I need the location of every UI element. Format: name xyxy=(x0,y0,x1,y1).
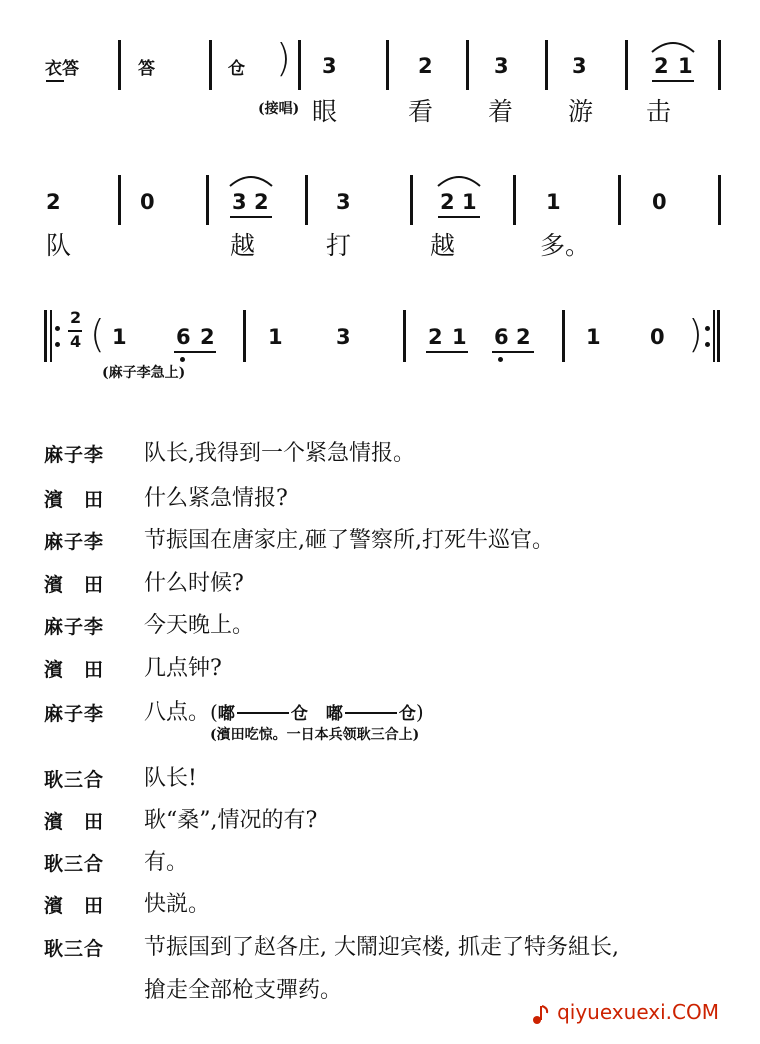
note: 2 xyxy=(254,190,269,214)
barline xyxy=(618,175,621,225)
note: 0 xyxy=(652,190,667,214)
dialogue-line: 节振国到了赵各庄, 大鬧迎宾楼, 抓走了特务組长, xyxy=(144,935,619,960)
watermark-text: qiyuexuexi.COM xyxy=(557,1000,719,1024)
barline xyxy=(410,175,413,225)
barline xyxy=(403,310,406,362)
lyric: 越 xyxy=(230,231,256,260)
repeat-start-thin-bar xyxy=(50,310,52,362)
speaker-name: 耿三合 xyxy=(44,938,105,960)
speaker-name: 濱 田 xyxy=(44,574,105,596)
percussion-syllable: 答 xyxy=(138,59,155,79)
barline xyxy=(562,310,565,362)
note: 1 xyxy=(268,325,283,349)
underline xyxy=(426,351,468,353)
note: 2 xyxy=(654,54,669,78)
underline xyxy=(492,351,534,353)
lyric: 看 xyxy=(408,97,434,126)
dialogue-line: 几点钟? xyxy=(144,656,222,681)
percussion-syllable: 衣答 xyxy=(45,59,79,79)
dialogue-line: 队长,我得到一个紧急情报。 xyxy=(144,441,415,466)
time-signature-top: 2 xyxy=(70,308,82,327)
barline xyxy=(718,40,721,90)
watermark xyxy=(530,1000,719,1026)
note: 2 xyxy=(200,325,215,349)
note: 0 xyxy=(650,325,665,349)
percussion-syllable: 仓 xyxy=(228,59,245,79)
low-octave-dot xyxy=(498,357,503,362)
repeat-start-thick-bar xyxy=(44,310,47,362)
lyric: 击 xyxy=(646,97,672,126)
stage-direction: (麻子李急上) xyxy=(102,365,186,381)
stage-direction: (濱田吃惊。一日本兵领耿三合上) xyxy=(210,727,420,743)
barline xyxy=(118,40,121,90)
speaker-name: 耿三合 xyxy=(44,769,105,791)
repeat-end-thick-bar xyxy=(717,310,720,362)
lyric: 游 xyxy=(568,97,594,126)
speaker-name: 濱 田 xyxy=(44,489,105,511)
note: 1 xyxy=(678,54,693,78)
lyric: 眼 xyxy=(312,97,338,126)
dialogue-line: 快説。 xyxy=(144,892,211,917)
underline xyxy=(46,80,64,82)
speaker-name: 麻子李 xyxy=(44,616,105,638)
dialogue-line: 耿“桑”,情况的有? xyxy=(144,808,318,833)
dialogue-line-continuation: 搶走全部枪支彈药。 xyxy=(144,978,343,1003)
note: 1 xyxy=(586,325,601,349)
speaker-name: 耿三合 xyxy=(44,853,105,875)
note: 3 xyxy=(322,54,337,78)
music-note-icon xyxy=(530,1004,552,1026)
barline xyxy=(466,40,469,90)
barline xyxy=(545,40,548,90)
barline xyxy=(118,175,121,225)
repeat-dot xyxy=(705,342,710,347)
note: 1 xyxy=(112,325,127,349)
repeat-dot xyxy=(55,342,60,347)
lyric: 越 xyxy=(430,231,456,260)
barline xyxy=(209,40,212,90)
lyric: 打 xyxy=(326,231,352,260)
speaker-name: 麻子李 xyxy=(44,444,105,466)
repeat-dot xyxy=(705,326,710,331)
note: 3 xyxy=(572,54,587,78)
barline xyxy=(243,310,246,362)
barline xyxy=(513,175,516,225)
speaker-name: 麻子李 xyxy=(44,531,105,553)
dialogue-line: 什么时候? xyxy=(144,571,244,596)
note: 2 xyxy=(418,54,433,78)
lyric: 队 xyxy=(46,231,72,260)
underline xyxy=(652,80,694,82)
note: 6 xyxy=(494,325,509,349)
lyric: 多。 xyxy=(540,231,591,260)
note: 3 xyxy=(336,325,351,349)
dialogue-line: 有。 xyxy=(144,850,189,875)
note: 2 xyxy=(46,190,61,214)
note: 2 xyxy=(428,325,443,349)
dialogue-line: 今天晚上。 xyxy=(144,613,255,638)
speaker-name: 濱 田 xyxy=(44,659,105,681)
note: 3 xyxy=(232,190,247,214)
underline xyxy=(174,351,216,353)
speaker-name: 濱 田 xyxy=(44,811,105,833)
note: 6 xyxy=(176,325,191,349)
note: 1 xyxy=(546,190,561,214)
barline xyxy=(298,40,301,90)
note: 1 xyxy=(462,190,477,214)
note: 3 xyxy=(336,190,351,214)
lyric: 着 xyxy=(488,97,514,126)
underline xyxy=(438,216,480,218)
repeat-end-thin-bar xyxy=(713,310,715,362)
dialogue-line: 什么紧急情报? xyxy=(144,486,288,511)
slur-mark xyxy=(436,172,482,188)
slur-mark xyxy=(228,172,274,188)
note: 2 xyxy=(516,325,531,349)
dialogue-line: 八点。(嘟 仓 嘟 仓) xyxy=(144,700,424,725)
barline xyxy=(206,175,209,225)
cue-text: (接唱) xyxy=(258,101,300,117)
barline xyxy=(386,40,389,90)
dialogue-line: 节振国在唐家庄,砸了警察所,打死牛巡官。 xyxy=(144,528,554,553)
note: 3 xyxy=(494,54,509,78)
note: 0 xyxy=(140,190,155,214)
speaker-name: 麻子李 xyxy=(44,703,105,725)
barline xyxy=(625,40,628,90)
dialogue-line: 队长! xyxy=(144,766,197,791)
speaker-name: 濱 田 xyxy=(44,895,105,917)
slur-mark xyxy=(650,38,696,54)
barline xyxy=(718,175,721,225)
note: 1 xyxy=(452,325,467,349)
time-signature-bottom: 4 xyxy=(70,332,82,351)
barline xyxy=(305,175,308,225)
note: 2 xyxy=(440,190,455,214)
repeat-dot xyxy=(55,326,60,331)
underline xyxy=(230,216,272,218)
